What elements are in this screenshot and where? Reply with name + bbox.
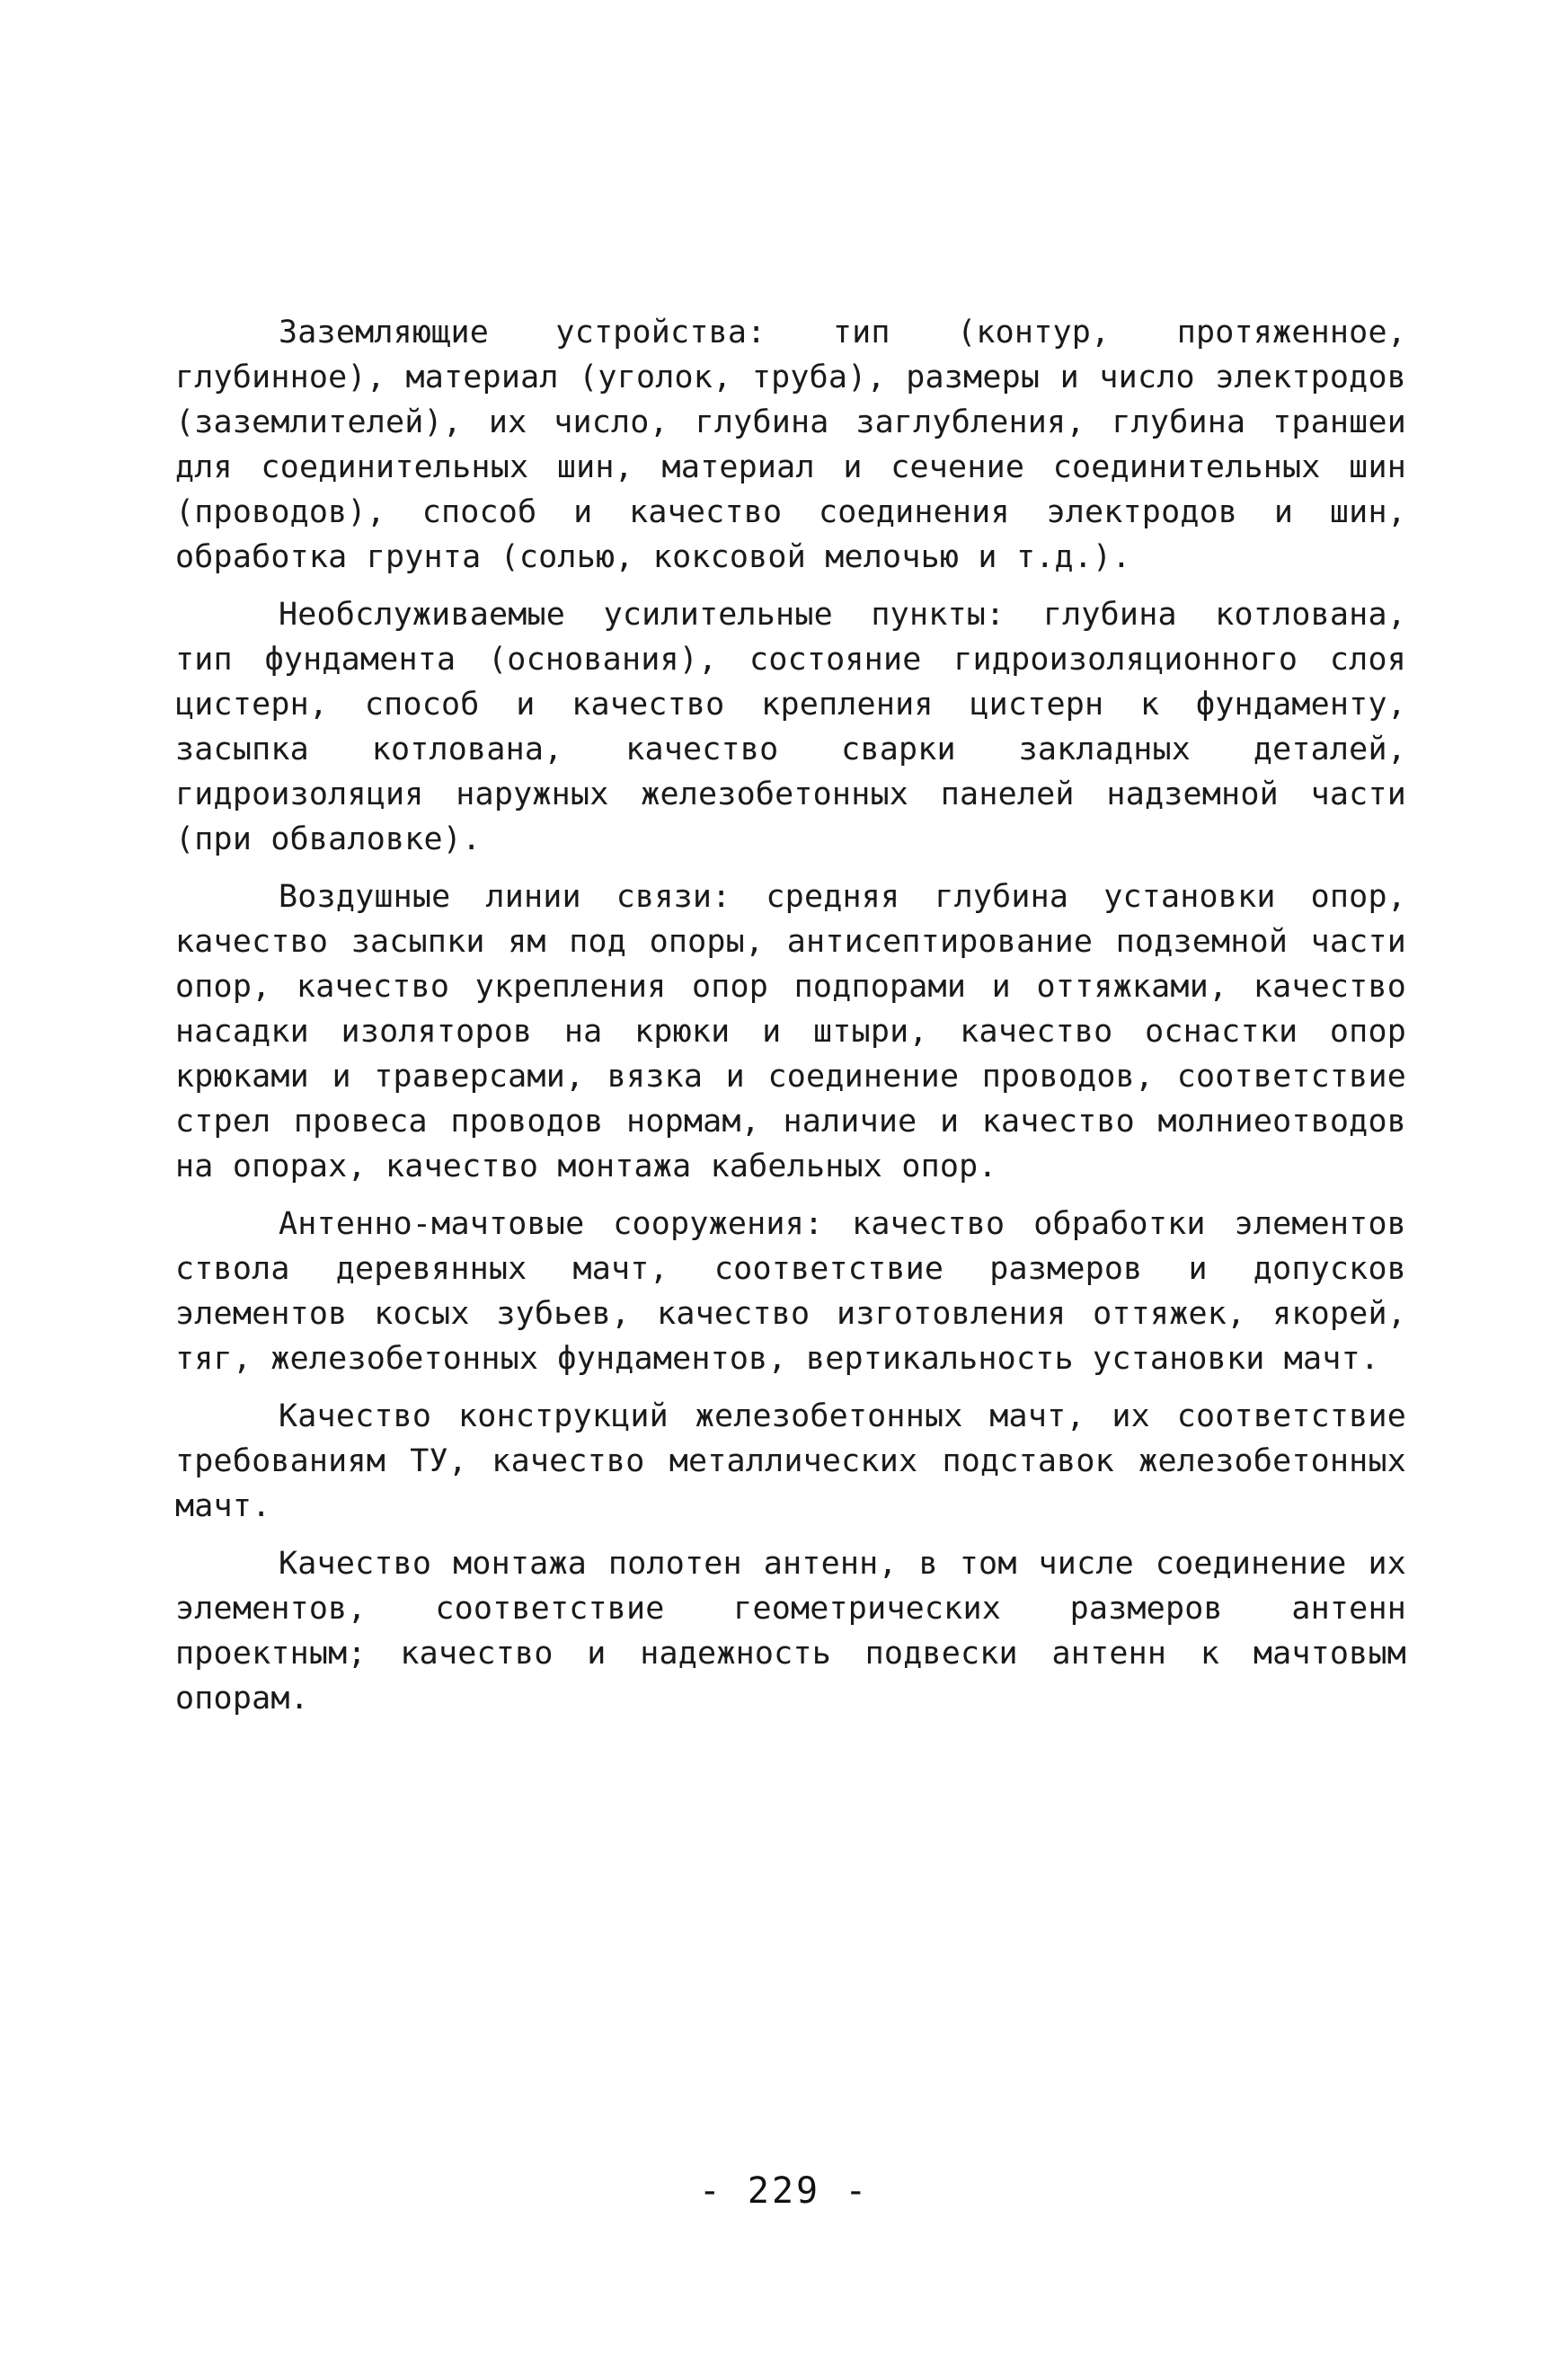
page-number: - 229 - bbox=[698, 2170, 870, 2212]
paragraph-antenna-installation: Качество монтажа полотен антенн, в том числе соединение их элементов, соответствие геометрических размеров антенн проектным; качество и надежность подвески антенн к мачтовым опорам. bbox=[175, 1546, 1406, 1717]
paragraph-overhead-communication-lines: Воздушные линии связи: средняя глубина установки опор, качество засыпки ям под опоры, антисептирование подземной части опор, качество укрепления опор подпорами и оттяжками, качество насадки изоляторов на крюки и штыри, качество оснастки опор крюками и траверсами, вязка и соединение проводов, соответствие стрел провеса проводов нормам, наличие и качество молниеотводов на опорах, качество монтажа кабельных опор. bbox=[175, 879, 1406, 1184]
paragraph-unattended-amplifier-points: Необслуживаемые усилительные пункты: глубина котлована, тип фундамента (основания), состояние гидроизоляционного слоя цистерн, способ и качество крепления цистерн к фундаменту, засыпка котлована, качество сварки закладных деталей, гидроизоляция наружных железобетонных панелей надземной части (при обваловке). bbox=[175, 597, 1406, 857]
body-text bbox=[175, 310, 1406, 1721]
paragraph-grounding-devices: Заземляющие устройства: тип (контур, протяженное, глубинное), материал (уголок, труба), размеры и число электродов (заземлителей), их число, глубина заглубления, глубина траншеи для соединительных шин, материал и сечение соединительных шин (проводов), способ и качество соединения электродов и шин, обработка грунта (солью, коксовой мелочью и т.д.). bbox=[175, 315, 1406, 575]
paragraph-reinforced-concrete-masts: Качество конструкций железобетонных мачт, их соответствие требованиям ТУ, качество металлических подставок железобетонных мачт. bbox=[175, 1398, 1406, 1524]
paragraph-antenna-mast-structures: Антенно-мачтовые сооружения: качество обработки элементов ствола деревянных мачт, соответствие размеров и допусков элементов косых зубьев, качество изготовления оттяжек, якорей, тяг, железобетонных фундаментов, вертикальность установки мачт. bbox=[175, 1206, 1406, 1377]
